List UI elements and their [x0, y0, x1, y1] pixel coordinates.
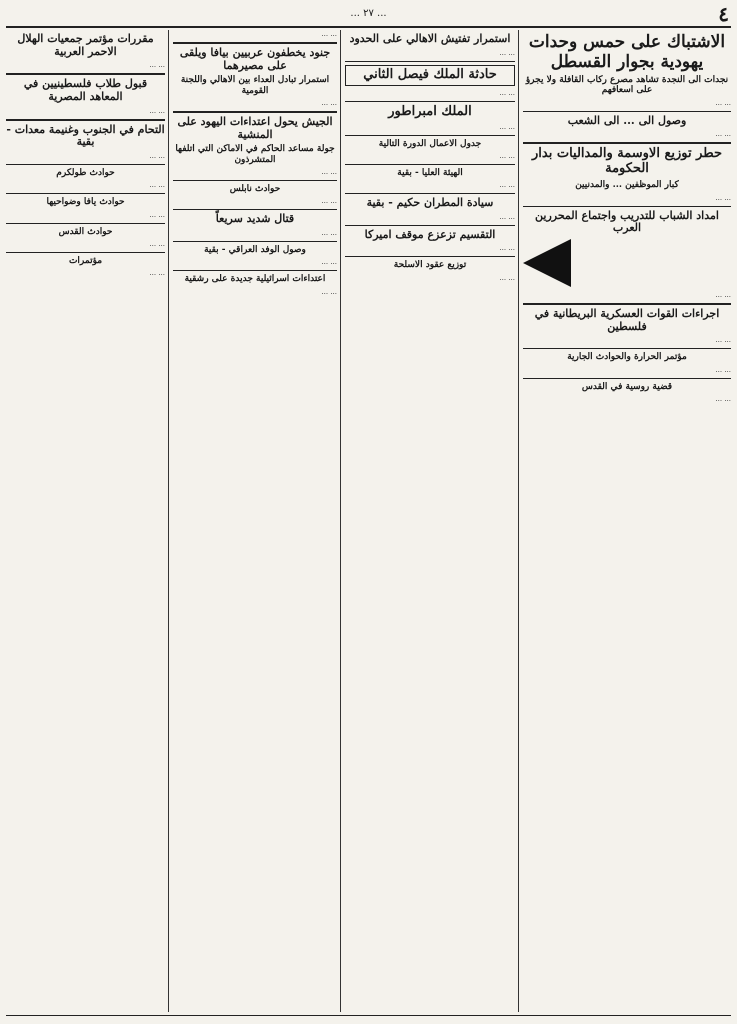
article-text: ... ... — [321, 197, 337, 206]
headline: امداد الشباب للتدريب واجتماع المحررين العرب — [535, 208, 719, 235]
article-text: ... ... — [499, 244, 515, 253]
divider — [173, 42, 337, 44]
top-rule — [6, 26, 731, 28]
issue-date: ... ٢٧ ... — [350, 8, 387, 19]
column-rule — [518, 30, 519, 1012]
divider — [523, 378, 731, 379]
headline: وصول الى ... الى الشعب — [567, 113, 687, 127]
headline: حطر توزيع الاوسمة والمداليات بدار الحكومة — [531, 146, 723, 177]
article-text: ... ... — [149, 239, 165, 248]
headline: حوادث القدس — [58, 226, 113, 237]
article-text: ... ... — [321, 258, 337, 267]
article-text: ... ... — [149, 210, 165, 219]
article-text: ... ... — [499, 151, 515, 160]
divider — [173, 241, 337, 242]
subheadline: كبار الموظفين ... والمدنيين — [575, 180, 679, 191]
headline: مؤتمر الحرارة والحوادث الجارية — [567, 352, 687, 363]
article-text: ... ... — [149, 181, 165, 190]
headline: حوادث طولكرم — [56, 167, 115, 178]
headline: سيادة المطران حكيم - بقية — [366, 196, 494, 210]
article-text: ... ... — [321, 98, 337, 107]
article-text: ... ... — [715, 130, 731, 139]
divider — [6, 223, 165, 224]
column-rule — [340, 30, 341, 1012]
column-rule — [168, 30, 169, 1012]
article-text: ... ... — [715, 98, 731, 107]
arrow-graphic — [523, 239, 571, 287]
subheadline: نجدات الى النجدة تشاهد مصرع ركاب القافلة ولا يجرؤ على اسعافهم — [525, 75, 729, 96]
divider — [173, 209, 337, 210]
article-text: ... ... — [715, 365, 731, 374]
article-text: ... ... — [149, 61, 165, 70]
article-text: ... ... — [321, 287, 337, 296]
divider — [6, 119, 165, 121]
headline: مؤتمرات — [68, 255, 103, 266]
headline: قضية روسية في القدس — [581, 381, 673, 392]
headline: اجراءات القوات العسكرية البريطانية في فلسطين — [534, 306, 720, 333]
divider — [6, 193, 165, 194]
divider — [345, 193, 515, 194]
divider — [6, 164, 165, 165]
divider — [523, 111, 731, 112]
headline: وصول الوفد العراقي - بقية — [204, 244, 306, 255]
column-2 — [345, 30, 515, 1012]
subheadline: استمرار تبادل العداء بين الاهالي واللجنة القومية — [180, 75, 330, 96]
headline: اعتداءات اسرائيلية جديدة على رشقية — [184, 274, 326, 285]
divider — [523, 206, 731, 207]
article-text: ... ... — [715, 193, 731, 202]
article-text: ... ... — [321, 228, 337, 237]
page-number: ٤ — [718, 2, 729, 26]
article-text: ... ... — [321, 30, 337, 38]
bottom-rule — [6, 1015, 731, 1016]
article-text: ... ... — [715, 394, 731, 403]
article-text: ... ... — [499, 212, 515, 221]
divider — [345, 135, 515, 136]
headline: التحام في الجنوب وغنيمة معدات - بقية — [6, 122, 165, 149]
headline: حوادث نابلس — [229, 183, 281, 194]
article-text: ... ... — [149, 151, 165, 160]
headline: الملك امبراطور — [388, 103, 472, 119]
headline: مقررات مؤتمر جمعيات الهلال الاحمر العربية — [17, 32, 154, 58]
article-text: ... ... — [499, 273, 515, 282]
headline: قبول طلاب فلسطينيين في المعاهد المصرية — [23, 77, 148, 103]
article-text: ... ... — [499, 88, 515, 97]
subheadline: جولة مساعد الحاكم في الاماكن التي اتلفها المتشرذون — [175, 144, 335, 165]
article-text: ... ... — [499, 48, 515, 57]
headline: الاشتباك على حمس وحدات يهودية بجوار القسطل — [528, 32, 726, 72]
divider — [6, 73, 165, 75]
headline: جدول الاعمال الدورة التالية — [378, 138, 482, 149]
headline: حوادث يافا وضواحيها — [46, 197, 125, 208]
divider — [345, 61, 515, 62]
headline: جنود يخطفون عربيين بيافا ويلقى على مصيرهما — [179, 46, 331, 72]
article-text: ... ... — [715, 290, 731, 299]
column-3 — [173, 30, 337, 1012]
divider — [6, 252, 165, 253]
headline: الجيش يحول اعتداءات اليهود على المنشية — [177, 114, 333, 141]
divider — [345, 101, 515, 102]
article-text: ... ... — [149, 269, 165, 278]
column-4 — [6, 30, 165, 1012]
article-text: ... ... — [499, 122, 515, 131]
article-text: ... ... — [715, 336, 731, 345]
divider — [173, 270, 337, 271]
article-text: ... ... — [149, 106, 165, 115]
divider — [345, 164, 515, 165]
headline: التقسيم تزعزع موقف اميركا — [364, 227, 496, 241]
divider — [523, 142, 731, 144]
headline: استمرار تفتيش الاهالي على الحدود — [349, 32, 511, 45]
headline: حادثة الملك فيصل الثاني — [345, 65, 515, 86]
headline: قتال شديد سريعاً — [215, 212, 295, 226]
headline: الهيئة العليا - بقية — [397, 167, 463, 178]
divider — [523, 303, 731, 305]
article-text: ... ... — [499, 181, 515, 190]
divider — [173, 180, 337, 181]
divider — [345, 256, 515, 257]
divider — [345, 225, 515, 226]
divider — [173, 111, 337, 113]
article-text: ... ... — [321, 167, 337, 176]
column-1 — [523, 30, 731, 1012]
headline: توزيع عقود الاسلحة — [393, 260, 467, 271]
divider — [523, 348, 731, 349]
